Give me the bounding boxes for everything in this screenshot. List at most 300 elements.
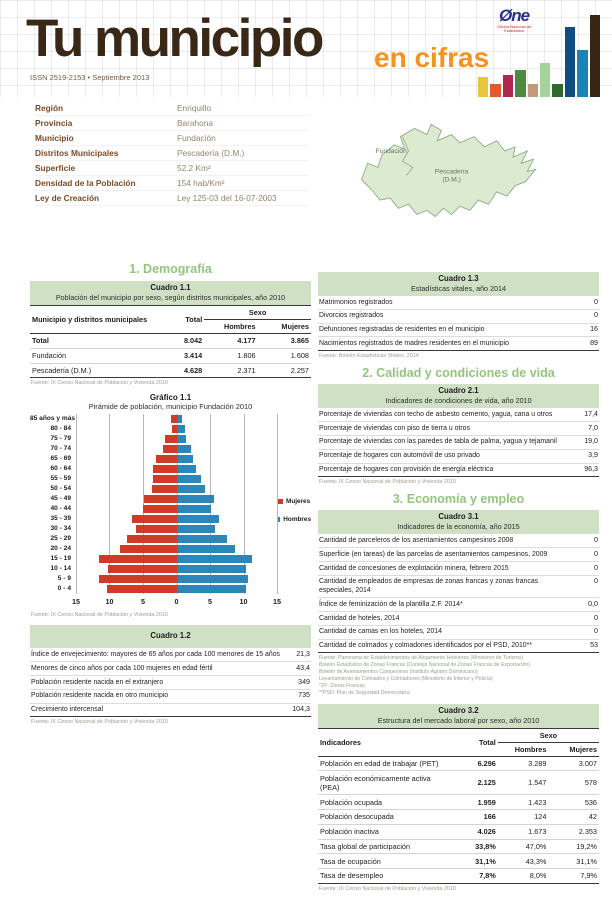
- table-row: [318, 422, 599, 436]
- cuadro-1-2-band: [30, 625, 311, 648]
- row-value: 6.296: [447, 756, 498, 771]
- grafico-1-1-source: Fuente: IX Censo Nacional de Población y Vivienda 2010: [31, 612, 168, 619]
- cuadro-1-3: [318, 272, 599, 359]
- info-value: Enriquillo: [177, 103, 212, 113]
- age-label: 75 - 79: [50, 435, 71, 443]
- table-row: [318, 534, 599, 548]
- row-value: 536: [548, 795, 599, 810]
- row-value: 2.257: [258, 363, 311, 378]
- page-title: Tu municipio: [26, 9, 322, 68]
- row-value: 16: [590, 325, 598, 334]
- pyramid-plot: [76, 474, 277, 484]
- cuadro-2-1-source: Fuente: IX Censo Nacional de Población y Vivienda 2010: [319, 479, 456, 486]
- table-row: [318, 771, 599, 795]
- row-value: 4.177: [204, 334, 257, 349]
- info-row: [35, 146, 309, 161]
- col-header-mujeres: Mujeres: [548, 742, 599, 756]
- age-label: 35 - 39: [50, 515, 71, 523]
- info-label: Superficie: [35, 163, 76, 173]
- axis-tick: 10: [239, 597, 248, 607]
- row-label: Nacimientos registrados de madres residentes en el municipio: [319, 340, 509, 348]
- col-header-total: Total: [154, 306, 205, 334]
- row-value: 104,3: [292, 705, 310, 714]
- cuadro-1-3-source: Fuente: Boletín Estadísticas Vitales, 2014: [319, 353, 419, 360]
- row-label: Tasa de desempleo: [318, 869, 447, 884]
- row-value: 47,0%: [498, 839, 549, 854]
- bar-mujeres: [153, 465, 176, 473]
- row-label: Fundación: [30, 348, 154, 363]
- row-label: Total: [30, 334, 154, 349]
- info-row: [35, 131, 309, 146]
- pyramid-row: [30, 574, 311, 584]
- row-label: Crecimiento intercensal: [31, 706, 103, 714]
- table-row: [30, 334, 311, 349]
- row-value: 3.865: [258, 334, 311, 349]
- one-logo-text: Øne: [498, 6, 530, 25]
- cuadro-3-2-body: [318, 756, 599, 883]
- col-header-hombres: Hombres: [204, 320, 257, 334]
- table-row: [318, 450, 599, 464]
- age-label: 20 - 24: [50, 545, 71, 553]
- col-header-sexo: Sexo: [498, 728, 599, 742]
- pyramid-row: [30, 494, 311, 504]
- row-value: 1.547: [498, 771, 549, 795]
- cuadro-3-1-footnotes: [319, 655, 599, 696]
- deco-bar: [565, 27, 575, 97]
- info-label: Región: [35, 103, 64, 113]
- deco-bar: [478, 77, 488, 97]
- pyramid-plot: [76, 414, 277, 424]
- cuadro-1-2: [30, 625, 311, 725]
- age-label: 85 años y más: [30, 415, 76, 423]
- cuadro-1-2-source: Fuente: IX Censo Nacional de Población y Vivienda 2010: [31, 719, 168, 726]
- row-value: 33,8%: [447, 839, 498, 854]
- pyramid-plot: [76, 554, 277, 564]
- table-row: [30, 648, 311, 662]
- map-label-pescaderia-dm: (D.M.): [442, 176, 461, 184]
- legend-label: Mujeres: [286, 498, 311, 506]
- cuadro-3-2-table: [318, 728, 599, 884]
- col-header-total: Total: [447, 728, 498, 756]
- row-label: Índice de feminización de la plantilla Z.F. 2014*: [319, 600, 463, 608]
- row-label: Porcentaje de hogares con provisión de energía eléctrica: [319, 466, 494, 474]
- age-label: 60 - 64: [50, 465, 71, 473]
- population-pyramid: [30, 414, 311, 610]
- table-row: [30, 363, 311, 378]
- cuadro-1-3-subtitle: Estadísticas vitales, año 2014: [410, 284, 507, 293]
- hombres-legend-swatch: [278, 517, 280, 522]
- bar-hombres: [177, 495, 215, 503]
- legend-item: [278, 498, 311, 505]
- age-label: 10 - 14: [50, 565, 71, 573]
- deco-bar: [528, 84, 538, 97]
- footnote: Fuente: Panorama de Establecimientos de Alojamiento Hoteleros (Ministerio de Turismo): [319, 655, 524, 662]
- row-label: Índice de envejecimiento: mayores de 65 años por cada 100 menores de 15 años: [31, 650, 280, 658]
- section-heading-calidad: 2. Calidad y condiciones de vida: [362, 366, 555, 381]
- age-label: 80 - 84: [50, 425, 71, 433]
- pyramid-row: [30, 424, 311, 434]
- pyramid-row: [30, 564, 311, 574]
- pyramid-plot: [76, 494, 277, 504]
- row-value: 124: [498, 809, 549, 824]
- cuadro-3-1-table: [318, 534, 599, 653]
- row-value: 0: [594, 297, 598, 306]
- table-row: [318, 640, 599, 653]
- row-value: 2.125: [447, 771, 498, 795]
- row-label: Pescadería (D.M.): [30, 363, 154, 378]
- row-label: Cantidad de colmados y colmadones identificados por el PSD, 2010**: [319, 642, 532, 650]
- row-value: 1.959: [447, 795, 498, 810]
- bar-hombres: [177, 515, 219, 523]
- row-value: 43,4: [296, 663, 310, 672]
- bar-hombres: [177, 565, 246, 573]
- map-svg: [352, 110, 544, 238]
- pyramid-plot: [76, 434, 277, 444]
- bar-hombres: [177, 575, 249, 583]
- pyramid-row: [30, 584, 311, 594]
- bar-hombres: [177, 535, 227, 543]
- info-label: Ley de Creación: [35, 193, 100, 203]
- row-label: Defunciones registradas de residentes en el municipio: [319, 326, 485, 334]
- age-label: 0 - 4: [57, 585, 71, 593]
- cuadro-1-1-subtitle: Población del municipio por sexo, según distritos municipales, año 2010: [55, 293, 286, 302]
- axis-tick: 10: [105, 597, 114, 607]
- table-row: [318, 548, 599, 562]
- cuadro-3-1-subtitle: Indicadores de la economía, año 2015: [397, 522, 520, 532]
- row-value: 42: [548, 809, 599, 824]
- age-label: 15 - 19: [50, 555, 71, 563]
- info-value: Fundación: [177, 133, 216, 143]
- row-label: Superficie (en tareas) de las parcelas de asentamientos campesinos, 2009: [319, 550, 548, 558]
- municipality-info-block: [35, 101, 309, 206]
- cuadro-1-1-header: [30, 306, 311, 334]
- row-value: 31,1%: [548, 854, 599, 869]
- cuadro-3-1: [318, 510, 599, 696]
- issn-line: ISSN 2519-2153 • Septiembre 2013: [30, 73, 150, 82]
- bar-mujeres: [144, 495, 177, 503]
- info-label: Provincia: [35, 118, 73, 128]
- row-label: Porcentaje de viviendas con piso de tierra u otros: [319, 424, 470, 432]
- row-value: 1.608: [258, 348, 311, 363]
- table-row: [318, 310, 599, 324]
- pyramid-plot: [76, 424, 277, 434]
- bar-hombres: [177, 475, 202, 483]
- row-label: Población inactiva: [318, 824, 447, 839]
- table-row: [318, 296, 599, 310]
- row-value: 21,3: [296, 649, 310, 658]
- pyramid-row: [30, 524, 311, 534]
- bar-mujeres: [163, 445, 176, 453]
- row-value: 1.423: [498, 795, 549, 810]
- col-header-sexo: Sexo: [204, 306, 311, 320]
- info-row: [35, 101, 309, 116]
- cuadro-1-1: [30, 281, 311, 386]
- pyramid-plot: [76, 534, 277, 544]
- info-row: [35, 161, 309, 176]
- row-value: 31,1%: [447, 854, 498, 869]
- col-header-hombres: Hombres: [498, 742, 549, 756]
- table-row: [318, 795, 599, 810]
- row-value: 0,0: [588, 599, 598, 608]
- row-value: 96,3: [584, 465, 598, 474]
- info-row: [35, 191, 309, 206]
- row-value: 0: [594, 577, 598, 586]
- age-label: 45 - 49: [50, 495, 71, 503]
- row-value: 2.371: [204, 363, 257, 378]
- bar-mujeres: [156, 455, 177, 463]
- section-heading-demografia: 1. Demografía: [129, 262, 212, 276]
- mujeres-legend-swatch: [278, 499, 283, 504]
- pyramid-row: [30, 464, 311, 474]
- page-subtitle: en cifras: [374, 42, 490, 73]
- info-value: Barahona: [177, 118, 213, 128]
- age-label: 50 - 54: [50, 485, 71, 493]
- row-value: 3,9: [588, 451, 598, 460]
- map-label-pescaderia: Pescadería: [434, 168, 469, 176]
- bar-mujeres: [108, 565, 177, 573]
- row-label: Población desocupada: [318, 809, 447, 824]
- row-value: 4.026: [447, 824, 498, 839]
- age-label: 65 - 69: [50, 455, 71, 463]
- row-label: Tasa de ocupación: [318, 854, 447, 869]
- pyramid-legend: [278, 498, 311, 534]
- pyramid-plot: [76, 444, 277, 454]
- col-header-name: Municipio y distritos municipales: [30, 306, 154, 334]
- row-label: Porcentaje de viviendas con las paredes de tabla de palma, yagua y tejamanil: [319, 438, 557, 446]
- age-label: 40 - 44: [50, 505, 71, 513]
- deco-bar: [503, 75, 513, 97]
- table-row: [318, 576, 599, 598]
- table-row: [30, 348, 311, 363]
- table-row: [318, 626, 599, 640]
- legend-label: Hombres: [283, 516, 311, 524]
- row-value: 349: [298, 677, 310, 686]
- row-label: Divorcios registrados: [319, 312, 384, 320]
- pyramid-row: [30, 444, 311, 454]
- bar-mujeres: [143, 505, 176, 513]
- cuadro-1-3-band: [318, 272, 599, 296]
- info-value: 52.2 Km²: [177, 163, 211, 173]
- pyramid-x-axis: [72, 596, 281, 610]
- info-value: 154 hab/Km²: [177, 178, 225, 188]
- row-label: Tasa global de participación: [318, 839, 447, 854]
- axis-tick: 5: [140, 597, 145, 607]
- pyramid-row: [30, 414, 311, 424]
- pyramid-plot: [76, 544, 277, 554]
- row-label: Población ocupada: [318, 795, 447, 810]
- deco-bar: [590, 15, 600, 97]
- table-row: [318, 839, 599, 854]
- bar-hombres: [177, 415, 182, 423]
- table-row: [318, 756, 599, 771]
- col-header-indicadores: Indicadores: [318, 728, 447, 756]
- cuadro-2-1: [318, 384, 599, 485]
- bar-hombres: [177, 435, 186, 443]
- one-logo-tagline: Oficina Nacional de Estadística: [496, 24, 532, 33]
- age-label: 5 - 9: [57, 575, 71, 583]
- cuadro-3-2-source: Fuente: IX Censo Nacional de Población y Vivienda 2010: [319, 885, 456, 892]
- col-header-mujeres: Mujeres: [258, 320, 311, 334]
- bar-mujeres: [120, 545, 176, 553]
- cuadro-2-1-subtitle: Indicadores de condiciones de vida, año 2010: [385, 396, 532, 406]
- table-row: [30, 704, 311, 717]
- row-value: 7,8%: [447, 869, 498, 884]
- pyramid-row: [30, 554, 311, 564]
- row-value: 1.806: [204, 348, 257, 363]
- table-row: [318, 337, 599, 350]
- right-column: [318, 272, 599, 899]
- cuadro-3-2-header: [318, 728, 599, 756]
- grafico-1-1-subtitle: Pirámide de población, municipio Fundación 2010: [88, 402, 253, 412]
- grafico-1-1: [30, 393, 311, 618]
- age-label: 55 - 59: [50, 475, 71, 483]
- row-label: Cantidad de camas en los hoteles, 2014: [319, 628, 442, 636]
- cuadro-1-1-band: [30, 281, 311, 305]
- table-row: [30, 676, 311, 690]
- cuadro-3-2: [318, 704, 599, 892]
- cuadro-1-3-title: Cuadro 1.3: [438, 274, 479, 283]
- bar-mujeres: [99, 575, 176, 583]
- cuadro-3-2-title: Cuadro 3.2: [438, 705, 479, 715]
- row-label: Cantidad de concesiones de explotación minera, febrero 2015: [319, 564, 509, 572]
- row-value: 578: [548, 771, 599, 795]
- info-row: [35, 116, 309, 131]
- age-label: 30 - 34: [50, 525, 71, 533]
- row-value: 0: [594, 613, 598, 622]
- bar-mujeres: [136, 525, 177, 533]
- footnote: Levantamiento de Colmados y Colmadones (Ministerio de Interior y Policía): [319, 676, 493, 683]
- cuadro-2-1-band: [318, 384, 599, 408]
- row-value: 8,0%: [498, 869, 549, 884]
- cuadro-3-1-band: [318, 510, 599, 534]
- municipality-map: [352, 110, 544, 238]
- info-label: Densidad de la Población: [35, 178, 136, 188]
- cuadro-2-1-title: Cuadro 2.1: [438, 386, 479, 396]
- info-label: Municipio: [35, 133, 74, 143]
- row-value: 8.042: [154, 334, 205, 349]
- axis-tick: 0: [174, 597, 179, 607]
- footnote: Boletín de Asentamientos Campesinos (Instituto Agrario Dominicano): [319, 669, 478, 676]
- bar-mujeres: [99, 555, 176, 563]
- row-label: Población residente nacida en el extranjero: [31, 678, 164, 686]
- row-value: 0: [594, 627, 598, 636]
- age-label: 70 - 74: [50, 445, 71, 453]
- row-value: 166: [447, 809, 498, 824]
- row-value: 0: [594, 549, 598, 558]
- pyramid-plot: [76, 484, 277, 494]
- row-label: Población económicamente activa (PEA): [318, 771, 447, 795]
- pyramid-row: [30, 454, 311, 464]
- row-label: Población residente nacida en otro municipio: [31, 692, 169, 700]
- row-value: 0: [594, 535, 598, 544]
- left-column: [30, 262, 311, 732]
- info-value: Ley 125-03 del 16-07-2003: [177, 193, 277, 203]
- deco-bar: [577, 50, 587, 97]
- row-label: Población en edad de trabajar (PET): [318, 756, 447, 771]
- table-row: [318, 612, 599, 626]
- cuadro-1-3-table: [318, 296, 599, 351]
- cuadro-1-1-table: [30, 305, 311, 378]
- table-row: [318, 598, 599, 612]
- pyramid-plot: [76, 564, 277, 574]
- age-label: 25 - 29: [50, 535, 71, 543]
- row-value: 1.673: [498, 824, 549, 839]
- row-value: 735: [298, 691, 310, 700]
- pyramid-plot: [76, 454, 277, 464]
- page-header: [0, 0, 612, 97]
- table-row: [318, 436, 599, 450]
- bar-hombres: [177, 585, 247, 593]
- row-label: Cantidad de hoteles, 2014: [319, 614, 400, 622]
- deco-bar: [540, 63, 550, 97]
- axis-tick: 15: [273, 597, 281, 607]
- row-value: 2.353: [548, 824, 599, 839]
- pyramid-row: [30, 544, 311, 554]
- row-value: 0: [594, 311, 598, 320]
- bar-hombres: [177, 555, 253, 563]
- bar-hombres: [177, 445, 192, 453]
- pyramid-plot: [76, 524, 277, 534]
- table-row: [318, 562, 599, 576]
- info-value: Pescadería (D.M.): [177, 148, 245, 158]
- legend-item: [278, 516, 311, 523]
- cuadro-1-1-title: Cuadro 1.1: [150, 283, 191, 292]
- row-value: 53: [590, 641, 598, 650]
- table-row: [318, 408, 599, 422]
- bar-hombres: [177, 505, 212, 513]
- bar-hombres: [177, 545, 235, 553]
- row-value: 7,9%: [548, 869, 599, 884]
- bar-hombres: [177, 525, 215, 533]
- bar-mujeres: [153, 475, 176, 483]
- pyramid-row: [30, 514, 311, 524]
- row-label: Menores de cinco años por cada 100 mujeres en edad fértil: [31, 664, 213, 672]
- decorative-bar-chart: [478, 15, 602, 97]
- row-label: Cantidad de parceleros de los asentamientos campesinos 2008: [319, 536, 514, 544]
- info-row: [35, 176, 309, 191]
- footnote: **PSD: Plan de Seguridad Democrática: [319, 689, 410, 696]
- table-row: [318, 824, 599, 839]
- cuadro-1-2-table: [30, 648, 311, 717]
- info-label: Distritos Municipales: [35, 148, 119, 158]
- row-label: Porcentaje de viviendas con techo de asbesto cemento, yagua, cana u otros: [319, 410, 553, 418]
- cuadro-1-2-title: Cuadro 1.2: [150, 631, 191, 641]
- row-value: 3.414: [154, 348, 205, 363]
- pyramid-plot: [76, 574, 277, 584]
- table-row: [318, 809, 599, 824]
- row-value: 7,0: [588, 423, 598, 432]
- pyramid-plot: [76, 504, 277, 514]
- pyramid-row: [30, 504, 311, 514]
- row-value: 43,3%: [498, 854, 549, 869]
- table-row: [30, 690, 311, 704]
- table-row: [318, 854, 599, 869]
- footnote: *ZF: Zonas Francas: [319, 682, 365, 689]
- bar-hombres: [177, 425, 185, 433]
- table-row: [318, 869, 599, 884]
- bar-mujeres: [152, 485, 177, 493]
- bar-mujeres: [107, 585, 177, 593]
- axis-tick: 15: [72, 597, 80, 607]
- cuadro-3-2-band: [318, 704, 599, 728]
- pyramid-row: [30, 484, 311, 494]
- row-value: 19,2%: [548, 839, 599, 854]
- row-value: 4.628: [154, 363, 205, 378]
- cuadro-3-2-subtitle: Estructura del mercado laboral por sexo, año 2010: [377, 715, 540, 725]
- pyramid-row: [30, 534, 311, 544]
- cuadro-1-1-source: Fuente: IX Censo Nacional de Población y Vivienda 2010: [31, 380, 168, 387]
- table-row: [30, 662, 311, 676]
